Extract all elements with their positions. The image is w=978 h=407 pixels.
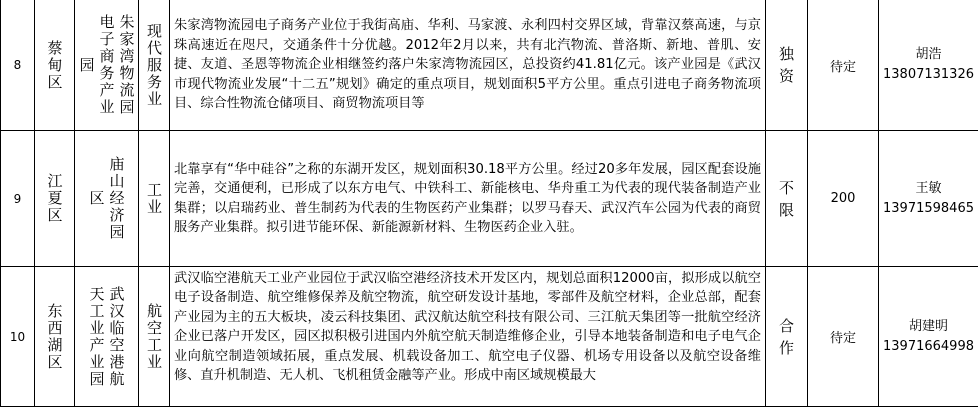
cooperation-mode: 不限 — [779, 177, 795, 221]
district-cell — [35, 131, 75, 267]
investment-amount: 待定 — [808, 267, 879, 407]
park-description: 北靠享有“华中硅谷”之称的东湖开发区，规划面积30.18平方公里。经过20多年发展，园区配套设施完善，交通便利，已形成了以东方电气、中铁科工、新能核电、华舟重工为代表的现代装备制造产业集群；以启瑞药业、普生制药为代表的生物医药产业集群；以罗马春天、武汉汽车公园为代表的商贸服务产业集群。拟引进节能环保、新能源新材料、生物医药企业入驻。 — [170, 158, 765, 240]
mode-cell — [766, 267, 808, 407]
park-cell — [75, 0, 139, 131]
district: 东西湖区 — [45, 297, 65, 377]
cooperation-mode: 合作 — [779, 315, 795, 359]
park-name: 武汉临空港航天工业产业园 — [87, 278, 127, 396]
park-name: 朱家湾物流园电子商务产业园 — [77, 6, 137, 124]
park-cell — [75, 131, 139, 267]
district-cell — [35, 267, 75, 407]
investment-amount: 200 — [808, 131, 879, 267]
park-cell — [75, 267, 139, 407]
contact-phone: 13807131326 — [879, 65, 978, 85]
contact-cell — [879, 131, 978, 267]
industry-cell — [139, 0, 170, 131]
industry-cell — [139, 267, 170, 407]
cooperation-mode: 独资 — [779, 43, 795, 87]
contact-name: 胡建明 — [879, 317, 978, 337]
park-description: 朱家湾物流园电子商务产业位于我街高庙、华利、马家渡、永利四村交界区域，背靠汉蔡高速，与京珠高速近在咫尺，交通条件十分优越。2012年2月以来，共有北汽物流、普洛斯、新地、普肌、安捷、友道、圣恩等物流企业相继签约落户朱家湾物流园区，总投资约41.81亿元。该产业园是《武汉市现代物流业发展“十二五”规划》确定的重点项目，规划面积5平方公里。重点引进电子商务物流项目、综合性物流仓储项目、商贸物流项目等 — [170, 14, 765, 115]
industry: 现代服务业 — [144, 23, 164, 108]
mode-cell — [766, 131, 808, 267]
contact-name: 胡浩 — [879, 45, 978, 65]
industry: 工业 — [144, 182, 164, 216]
park-name: 庙山经济园区 — [87, 151, 127, 247]
row-number: 8 — [1, 0, 35, 131]
investment-amount: 待定 — [808, 0, 879, 131]
mode-cell — [766, 0, 808, 131]
industry-cell — [139, 131, 170, 267]
description-cell — [170, 131, 766, 267]
contact-phone: 13971664998 — [879, 337, 978, 357]
contact-cell — [879, 0, 978, 131]
description-cell — [170, 0, 766, 131]
district: 江夏区 — [45, 173, 65, 224]
district-cell — [35, 0, 75, 131]
table-row — [1, 267, 978, 407]
contact-name: 王敏 — [879, 179, 978, 199]
description-cell — [170, 267, 766, 407]
table-row — [1, 0, 978, 131]
contact-phone: 13971598465 — [879, 199, 978, 219]
row-number: 10 — [1, 267, 35, 407]
district: 蔡甸区 — [45, 40, 65, 91]
row-number: 9 — [1, 131, 35, 267]
industry: 航空工业 — [144, 303, 164, 371]
table-row — [1, 131, 978, 267]
contact-cell — [879, 267, 978, 407]
park-description: 武汉临空港航天工业产业园位于武汉临空港经济技术开发区内，规划总面积12000亩，拟形成以航空电子设备制造、航空维修保养及航空物流，航空研发设计基地，零部件及航空材料，企业总部，配套产业园为主的五大板块，凌云科技集团、武汉航达航空科技有限公司、三江航天集团等一批航空经济企业已落户开发区，园区拟积极引进国内外航空航天制造维修企业，引导本地装备制造和电子电气企业向航空制造领域拓展，重点发展、机载设备加工、航空电子仪器、机场专用设备以及航空设备维修、直升机制造、无人机、飞机租赁金融等产业。形成中南区域规模最大 — [170, 267, 765, 387]
